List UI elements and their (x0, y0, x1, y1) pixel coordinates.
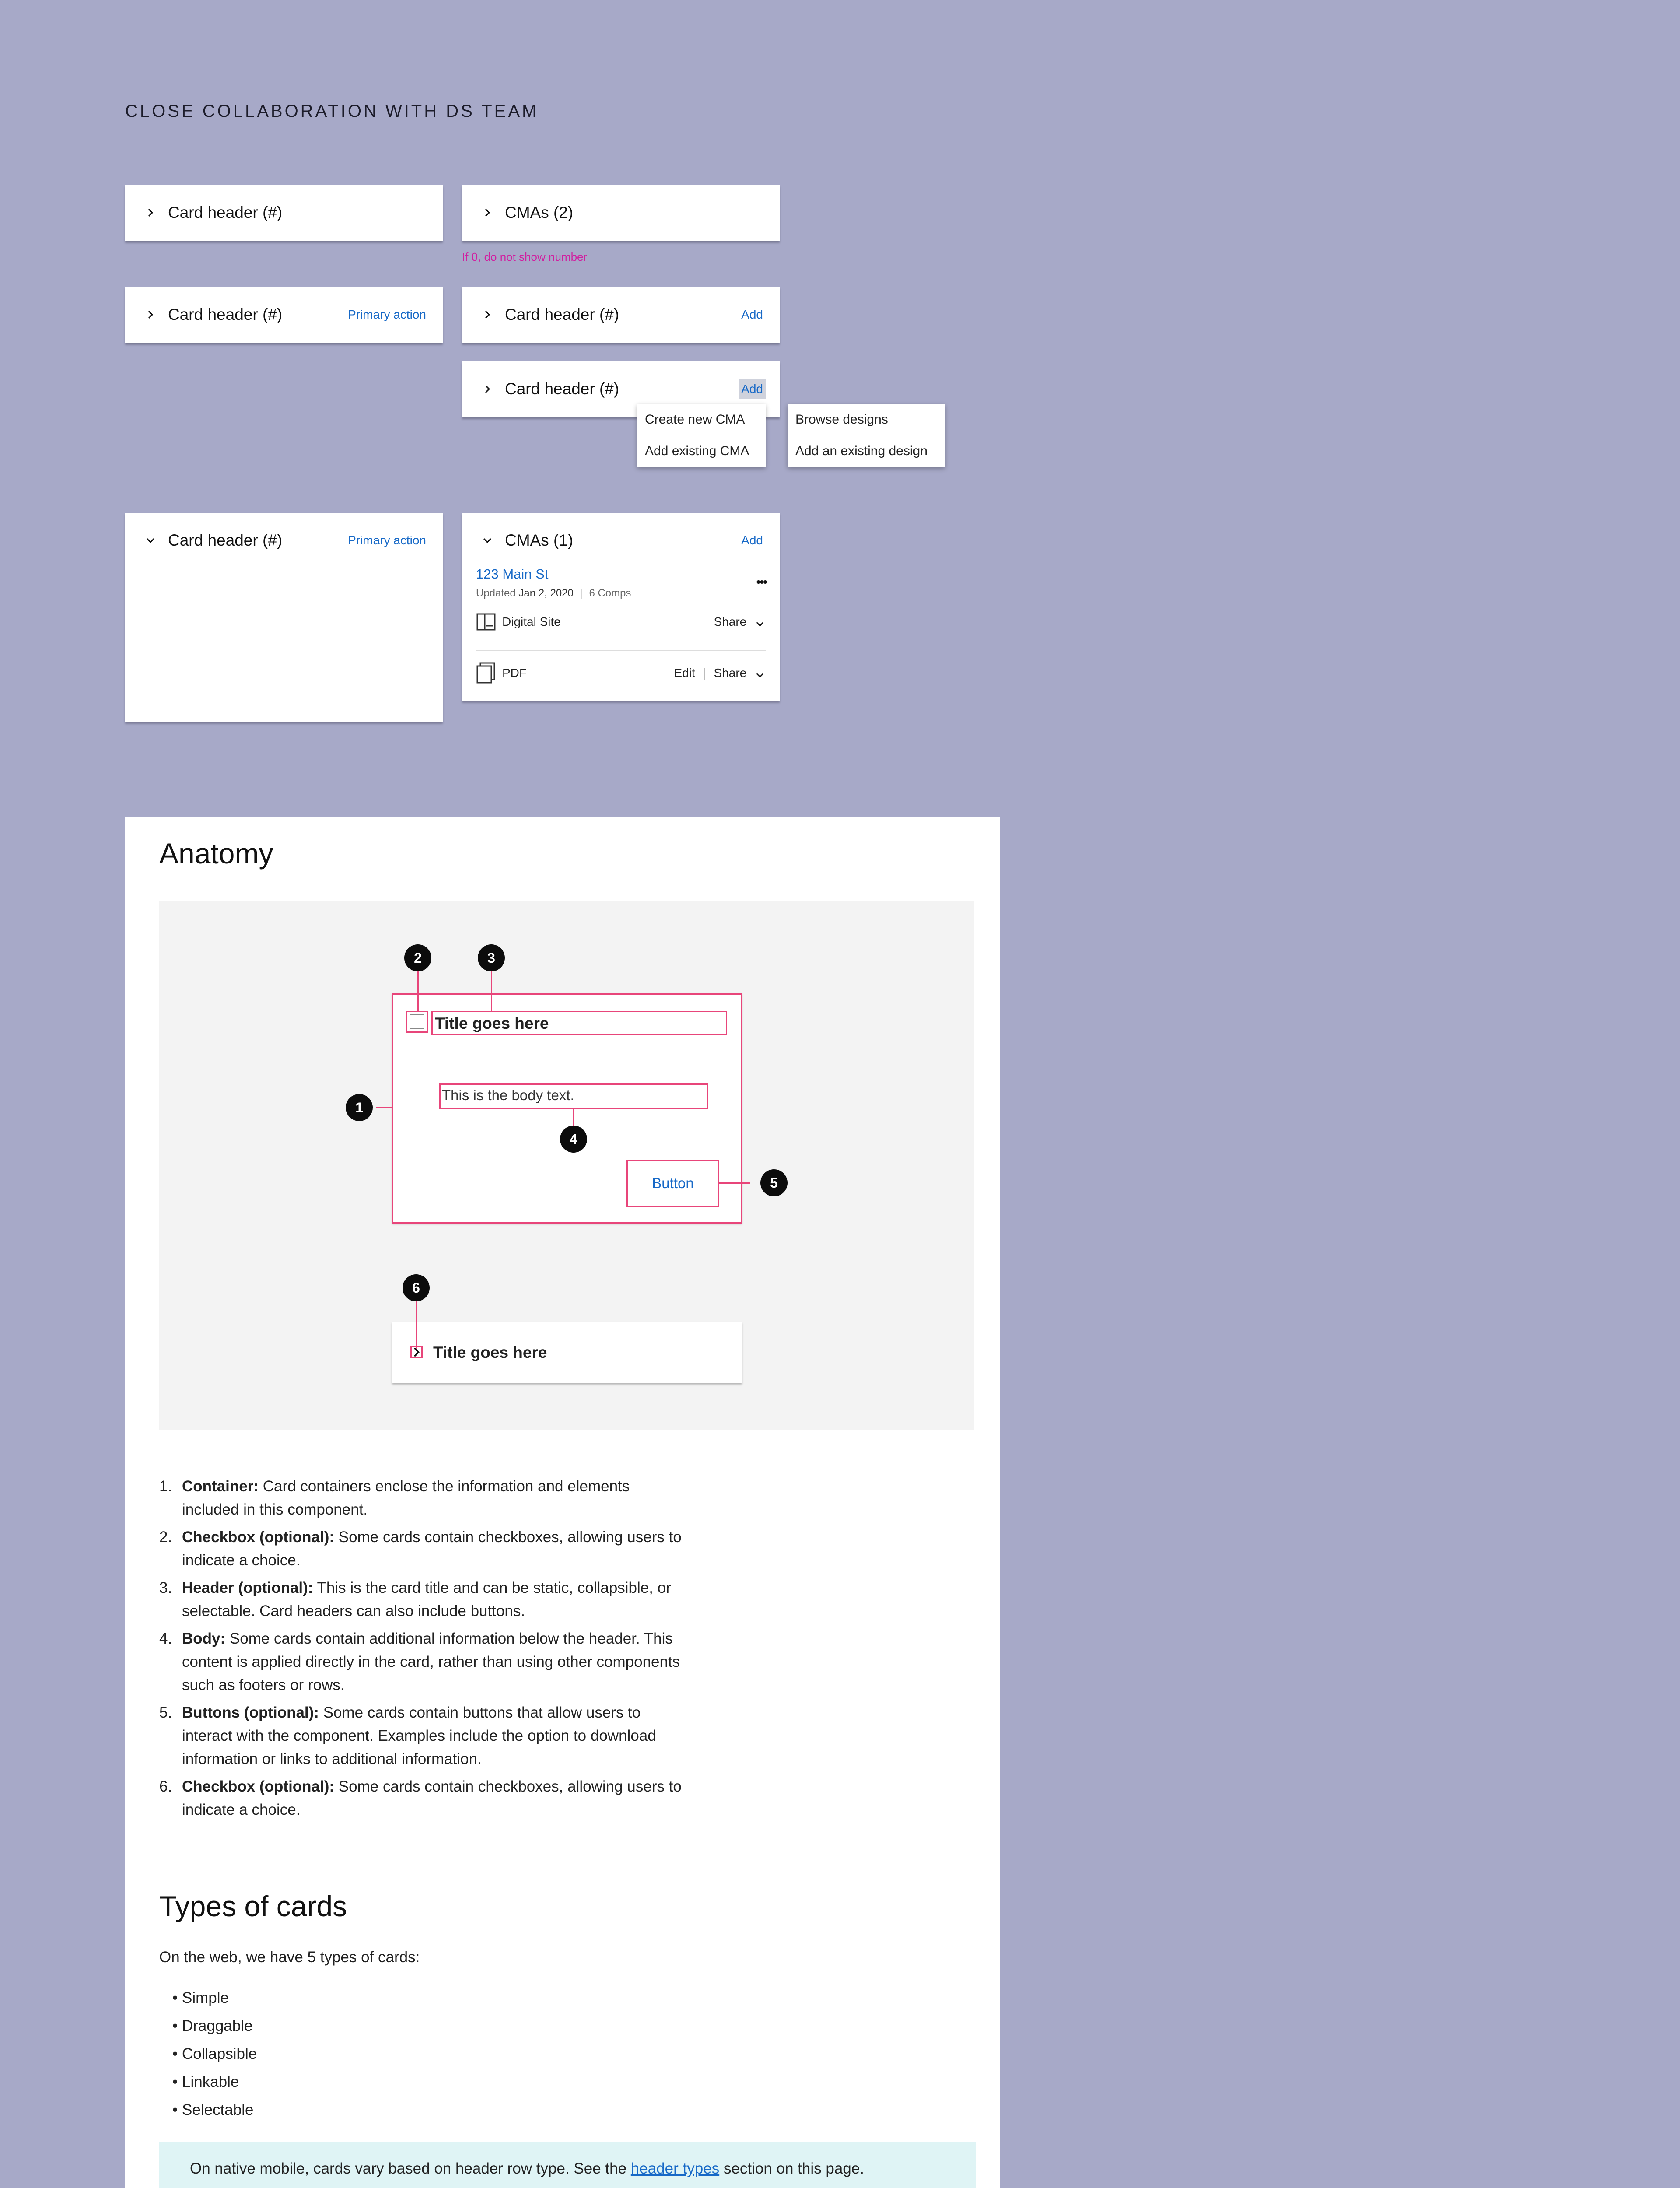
menu-item-browse-designs[interactable]: Browse designs (795, 412, 888, 427)
header-types-link[interactable]: header types (630, 2160, 720, 2177)
section-title: CLOSE COLLABORATION WITH DS TEAM (125, 102, 539, 121)
digital-site-icon (476, 612, 496, 632)
chevron-down-icon (755, 669, 765, 679)
anatomy-list-item: 5. Buttons (optional): Some cards contain buttons that allow users to interact with the component. Examples include the option to download information or links to additional information. (159, 1704, 656, 1767)
anatomy-list-item: 4. Body: Some cards contain additional information below the header. This content is applied directly in the card, rather than using other components such as footers or rows. (159, 1630, 680, 1694)
designs-dropdown-menu (788, 404, 945, 467)
card-title: Card header (#) (505, 305, 620, 323)
card-header[interactable] (462, 287, 780, 342)
anatomy-list-item: 6. Checkbox (optional): Some cards contain checkboxes, allowing users to indicate a choice. (159, 1778, 682, 1818)
card-title: CMAs (2) (505, 203, 574, 221)
types-list-item: • Collapsible (172, 2045, 257, 2062)
anatomy-list-item: 1. Container: Card containers enclose the information and elements included in this component. (159, 1478, 630, 1518)
card-title: Card header (#) (168, 203, 283, 221)
leader-line (573, 1109, 574, 1126)
chevron-down-icon (143, 533, 158, 548)
card-title: Card header (#) (168, 305, 283, 323)
chevron-highlight (410, 1346, 423, 1358)
marker-1: 1 (346, 1094, 373, 1121)
marker-4: 4 (560, 1126, 587, 1153)
card-title: CMAs (1) (505, 531, 574, 549)
updated-date: Jan 2, 2020 (518, 587, 574, 599)
add-dropdown-menu (637, 404, 766, 467)
primary-action-button[interactable]: Primary action (348, 308, 426, 321)
divider (476, 650, 766, 651)
anatomy-list-item: 3. Header (optional): This is the card title and can be static, collapsible, or selectable. Card headers can also include buttons. (159, 1579, 671, 1620)
marker-2: 2 (404, 944, 431, 971)
chevron-right-icon (480, 307, 495, 323)
cma-item-meta: Updated Jan 2, 2020 | 6 Comps (476, 587, 631, 599)
menu-item-create-new-cma[interactable]: Create new CMA (645, 412, 745, 427)
card-cmas-collapsed[interactable] (462, 185, 780, 241)
diagram-title: Title goes here (435, 1014, 549, 1032)
chevron-down-icon (480, 533, 495, 548)
share-label: Share (714, 615, 747, 628)
leader-line (719, 1182, 750, 1184)
callout-text (190, 2157, 864, 2180)
comps-count: 6 Comps (589, 587, 631, 599)
types-heading: Types of cards (159, 1890, 347, 1922)
chevron-right-icon (480, 381, 495, 397)
anatomy-list (159, 1475, 684, 1826)
pdf-actions: Edit | Share (674, 666, 765, 680)
marker-6: 6 (402, 1274, 430, 1301)
card-collapsed-1[interactable] (125, 185, 443, 241)
card-header[interactable] (125, 287, 443, 342)
menu-item-add-existing-design[interactable]: Add an existing design (795, 444, 928, 458)
anatomy-diagram (159, 901, 974, 1430)
card-header[interactable] (462, 185, 780, 240)
card-with-add[interactable] (462, 287, 780, 343)
primary-action-button[interactable]: Primary action (348, 533, 426, 547)
annotation-note: If 0, do not show number (462, 250, 588, 263)
types-list (172, 1984, 257, 2124)
chevron-down-icon (755, 618, 765, 628)
card-with-primary-action[interactable] (125, 287, 443, 343)
edit-button[interactable]: Edit (674, 666, 695, 680)
add-button[interactable]: Add (741, 533, 763, 547)
card-cmas-expanded[interactable] (462, 513, 780, 701)
info-callout (159, 2142, 976, 2188)
add-button-active[interactable]: Add (738, 379, 766, 399)
add-button[interactable]: Add (741, 308, 763, 321)
leader-line (376, 1107, 392, 1108)
chevron-right-icon (480, 205, 495, 221)
types-list-item: • Draggable (172, 2017, 253, 2034)
types-list-item: • Linkable (172, 2073, 239, 2090)
marker-5: 5 (760, 1169, 788, 1196)
card-header[interactable] (125, 513, 443, 568)
share-dropdown[interactable] (714, 615, 765, 629)
types-list-item: • Simple (172, 1989, 229, 2006)
documentation-panel (125, 817, 1000, 2188)
menu-item-add-existing-cma[interactable]: Add existing CMA (645, 444, 749, 458)
types-list-item: • Selectable (172, 2101, 254, 2118)
callout-text-post: section on this page. (719, 2160, 864, 2177)
types-intro: On the web, we have 5 types of cards: (159, 1949, 420, 1966)
pdf-label: PDF (502, 666, 527, 680)
anatomy-heading: Anatomy (159, 837, 273, 870)
card-title: Card header (#) (505, 380, 620, 398)
card-header[interactable] (125, 185, 443, 240)
chevron-right-icon (143, 205, 158, 221)
cma-item-link[interactable]: 123 Main St (476, 566, 549, 582)
card-expanded[interactable] (125, 513, 443, 722)
digital-site-label: Digital Site (502, 615, 561, 628)
updated-label: Updated (476, 587, 516, 599)
anatomy-list-item: 2. Checkbox (optional): Some cards contain checkboxes, allowing users to indicate a choice. (159, 1529, 682, 1569)
more-options-icon[interactable]: ••• (756, 575, 766, 589)
diagram-title-2: Title goes here (433, 1343, 547, 1361)
pdf-icon (476, 662, 496, 684)
chevron-right-icon (143, 307, 158, 323)
callout-text-pre: On native mobile, cards vary based on header row type. See the (190, 2160, 631, 2177)
marker-3: 3 (478, 944, 505, 971)
diagram-button: Button (652, 1175, 694, 1191)
card-title: Card header (#) (168, 531, 283, 549)
share-dropdown[interactable]: Share (714, 666, 747, 680)
card-header[interactable] (462, 513, 780, 568)
diagram-checkbox (410, 1014, 424, 1029)
diagram-body-text: This is the body text. (442, 1087, 574, 1103)
